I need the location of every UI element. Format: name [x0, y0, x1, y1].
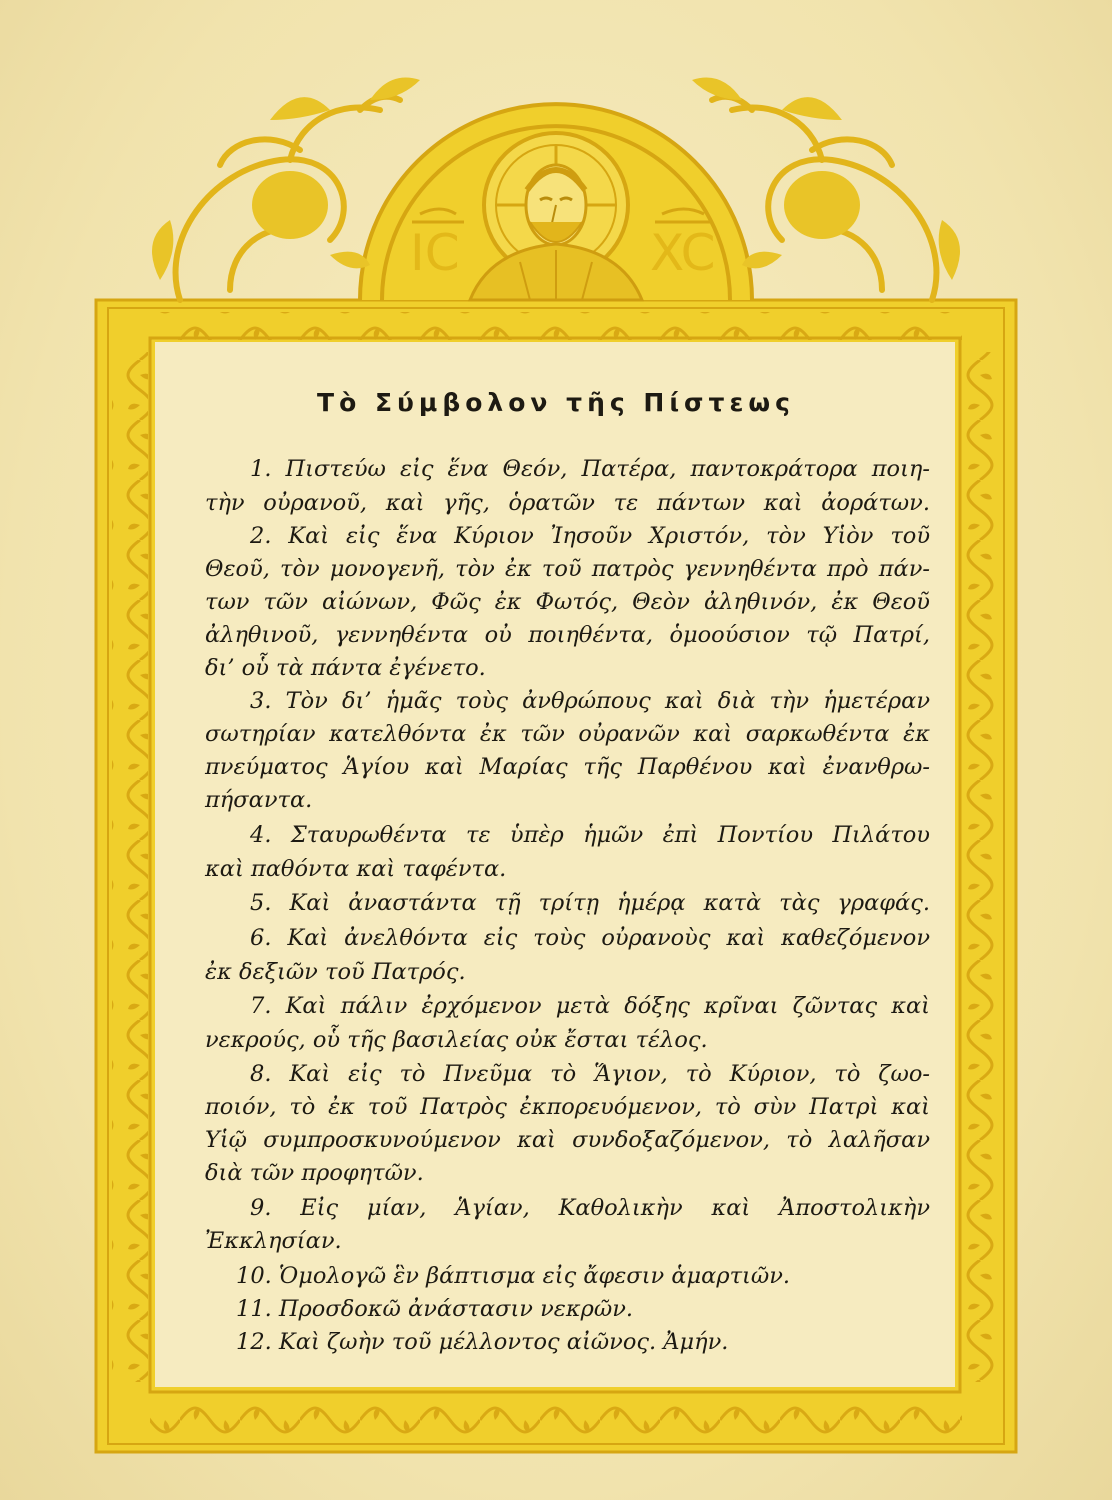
creed-line: καὶ παθόντα καὶ ταφέντα. — [205, 856, 507, 882]
creed-line: 11. Προσδοκῶ ἀνάστασιν νεκρῶν. — [236, 1296, 634, 1322]
creed-line: διὰ τῶν προφητῶν. — [205, 1160, 424, 1186]
svg-text:IC: IC — [410, 224, 460, 282]
creed-line: 7. Καὶ πάλιν ἐρχόμενον μετὰ δόξης κρῖναι ζῶντας καὶ — [250, 993, 930, 1019]
creed-line: 1. Πιστεύω εἰς ἕνα Θεόν, Πατέρα, παντοκράτορα ποιη- — [250, 456, 930, 482]
creed-line: 2. Καὶ εἰς ἕνα Κύριον Ἰησοῦν Χριστόν, τὸν Υἱὸν τοῦ — [250, 523, 930, 549]
creed-line: Υἱῷ συμπροσκυνούμενον καὶ συνδοξαζόμενον, τὸ λαλῆσαν — [205, 1127, 930, 1153]
creed-line: δι’ οὗ τὰ πάντα ἐγένετο. — [205, 655, 486, 681]
creed-line: 12. Καὶ ζωὴν τοῦ μέλλοντος αἰῶνος. Ἀμήν. — [236, 1329, 729, 1355]
creed-line: 4. Σταυρωθέντα τε ὑπὲρ ἡμῶν ἐπὶ Ποντίου Πιλάτου — [250, 822, 930, 848]
creed-line: πνεύματος Ἁγίου καὶ Μαρίας τῆς Παρθένου καὶ ἐνανθρω- — [205, 754, 930, 780]
creed-line: ποιόν, τὸ ἐκ τοῦ Πατρὸς ἐκπορευόμενον, τὸ σὺν Πατρὶ καὶ — [205, 1094, 930, 1120]
svg-text:XC: XC — [650, 224, 716, 282]
creed-line: νεκρούς, οὗ τῆς βασιλείας οὐκ ἔσται τέλος. — [205, 1027, 708, 1053]
creed-line: τὴν οὐρανοῦ, καὶ γῆς, ὁρατῶν τε πάντων καὶ ἀοράτων. — [205, 490, 930, 516]
creed-line: ἐκ δεξιῶν τοῦ Πατρός. — [205, 959, 466, 985]
page-title: Τὸ Σύμβολον τῆς Πίστεως — [317, 388, 795, 417]
creed-line: πήσαντα. — [205, 787, 313, 813]
creed-line: 9. Εἰς μίαν, Ἁγίαν, Καθολικὴν καὶ Ἀποστολικὴν — [250, 1195, 930, 1221]
creed-line: 8. Καὶ εἰς τὸ Πνεῦμα τὸ Ἅγιον, τὸ Κύριον, τὸ ζωο- — [250, 1061, 930, 1087]
creed-line: Θεοῦ, τὸν μονογενῆ, τὸν ἐκ τοῦ πατρὸς γεννηθέντα πρὸ πάν- — [205, 556, 930, 582]
creed-line: σωτηρίαν κατελθόντα ἐκ τῶν οὐρανῶν καὶ σαρκωθέντα ἐκ — [205, 721, 930, 747]
creed-line: 6. Καὶ ἀνελθόντα εἰς τοὺς οὐρανοὺς καὶ καθεζόμενον — [250, 925, 930, 951]
creed-line: 10. Ὁμολογῶ ἓν βάπτισμα εἰς ἄφεσιν ἁμαρτιῶν. — [236, 1263, 791, 1289]
creed-line: 5. Καὶ ἀναστάντα τῇ τρίτῃ ἡμέρᾳ κατὰ τὰς γραφάς. — [250, 890, 930, 916]
creed-line: 3. Τὸν δι’ ἡμᾶς τοὺς ἀνθρώπους καὶ διὰ τὴν ἡμετέραν — [250, 688, 930, 714]
creed-line: Ἐκκλησίαν. — [205, 1228, 342, 1254]
creed-line: ἀληθινοῦ, γεννηθέντα οὐ ποιηθέντα, ὁμοούσιον τῷ Πατρί, — [205, 622, 930, 648]
creed-line: των τῶν αἰώνων, Φῶς ἐκ Φωτός, Θεὸν ἀληθινόν, ἐκ Θεοῦ — [205, 589, 930, 615]
